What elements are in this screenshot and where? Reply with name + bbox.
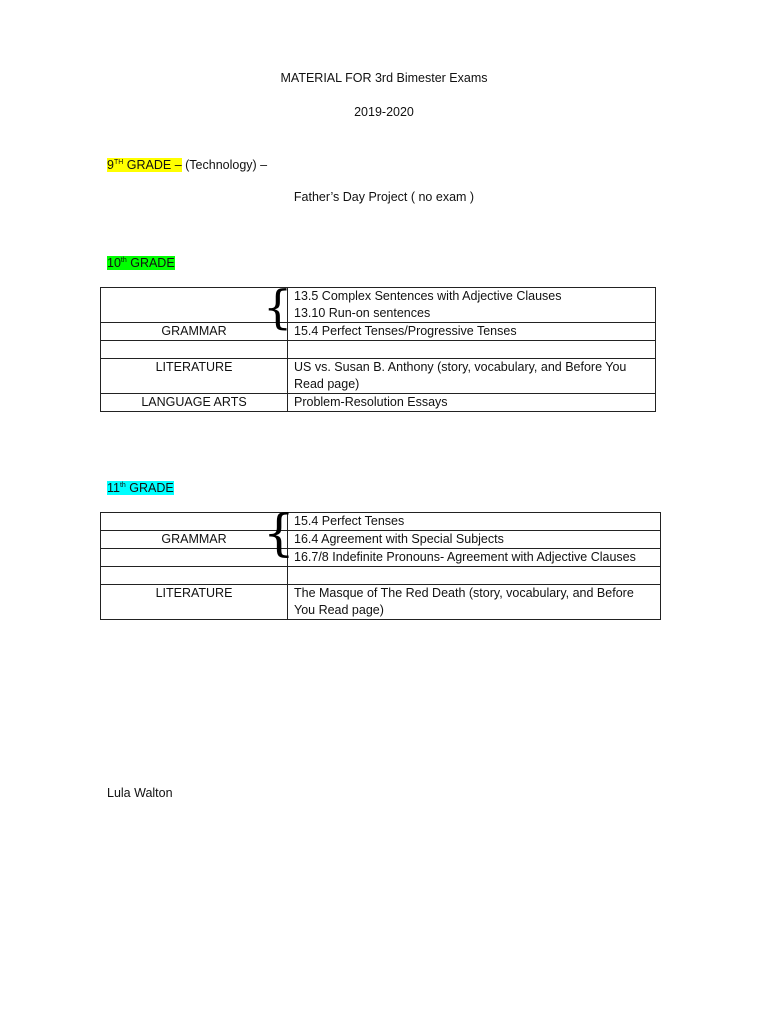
school-year: 2019-2020 — [354, 105, 414, 119]
table-cell-label — [101, 567, 288, 585]
grade-10-number: 10 — [107, 256, 121, 270]
table-row — [101, 513, 661, 531]
table-cell-content: US vs. Susan B. Anthony (story, vocabulary, and Before You Read page) — [288, 359, 656, 394]
table-row — [101, 288, 656, 323]
document-title: MATERIAL FOR 3rd Bimester Exams — [280, 71, 488, 85]
grade-11-word: GRADE — [125, 481, 174, 495]
table-cell-content: The Masque of The Red Death (story, vocabulary, and Before You Read page) — [288, 585, 661, 620]
grade-9-project: Father’s Day Project ( no exam ) — [293, 190, 475, 204]
grade-11-number: 11 — [107, 481, 120, 495]
grade-9-heading — [107, 157, 267, 173]
table-row — [101, 394, 656, 412]
table-row — [101, 567, 661, 585]
grade-9-ordinal: TH — [113, 159, 124, 166]
table-cell-content — [288, 567, 661, 585]
table-cell-content: 13.5 Complex Sentences with Adjective Clauses 13.10 Run-on sentences — [288, 288, 656, 323]
grade-9-subject: (Technology) – — [181, 158, 268, 172]
table-cell-content: 16.4 Agreement with Special Subjects — [288, 531, 661, 549]
table-row — [101, 549, 661, 567]
grade-11-table — [100, 512, 661, 620]
grade-10-table — [100, 287, 656, 412]
table-cell-content: 15.4 Perfect Tenses — [288, 513, 661, 531]
grade-11-ordinal: th — [119, 482, 126, 489]
table-cell-content: 16.7/8 Indefinite Pronouns- Agreement with Adjective Clauses — [288, 549, 661, 567]
table-cell-label: GRAMMAR — [101, 323, 288, 341]
table-row — [101, 341, 656, 359]
author-signature: Lula Walton — [107, 786, 173, 800]
grade-9-highlight — [107, 158, 182, 172]
table-row — [101, 359, 656, 394]
table-cell-content: 15.4 Perfect Tenses/Progressive Tenses — [288, 323, 656, 341]
table-row — [101, 323, 656, 341]
grade-10-heading — [107, 255, 175, 271]
grade-10-word: GRADE — [126, 256, 175, 270]
grade-11-highlight — [107, 481, 174, 495]
table-cell-label: LITERATURE — [101, 359, 288, 394]
table-cell-label — [101, 341, 288, 359]
grade-10-ordinal: th — [120, 257, 127, 264]
table-cell-content — [288, 341, 656, 359]
table-cell-label: LITERATURE — [101, 585, 288, 620]
grade-9-number: 9 — [107, 158, 114, 172]
table-cell-label — [101, 288, 288, 323]
table-cell-content: Problem-Resolution Essays — [288, 394, 656, 412]
grade-9-word: GRADE – — [123, 158, 182, 172]
table-row — [101, 531, 661, 549]
table-cell-label — [101, 549, 288, 567]
left-curly-brace-icon: { — [263, 280, 293, 334]
left-curly-brace-icon: { — [263, 504, 295, 562]
grade-11-heading — [107, 480, 174, 496]
grade-10-highlight — [107, 256, 175, 270]
table-cell-label: GRAMMAR — [101, 531, 288, 549]
table-cell-label — [101, 513, 288, 531]
table-cell-label: LANGUAGE ARTS — [101, 394, 288, 412]
table-row — [101, 585, 661, 620]
